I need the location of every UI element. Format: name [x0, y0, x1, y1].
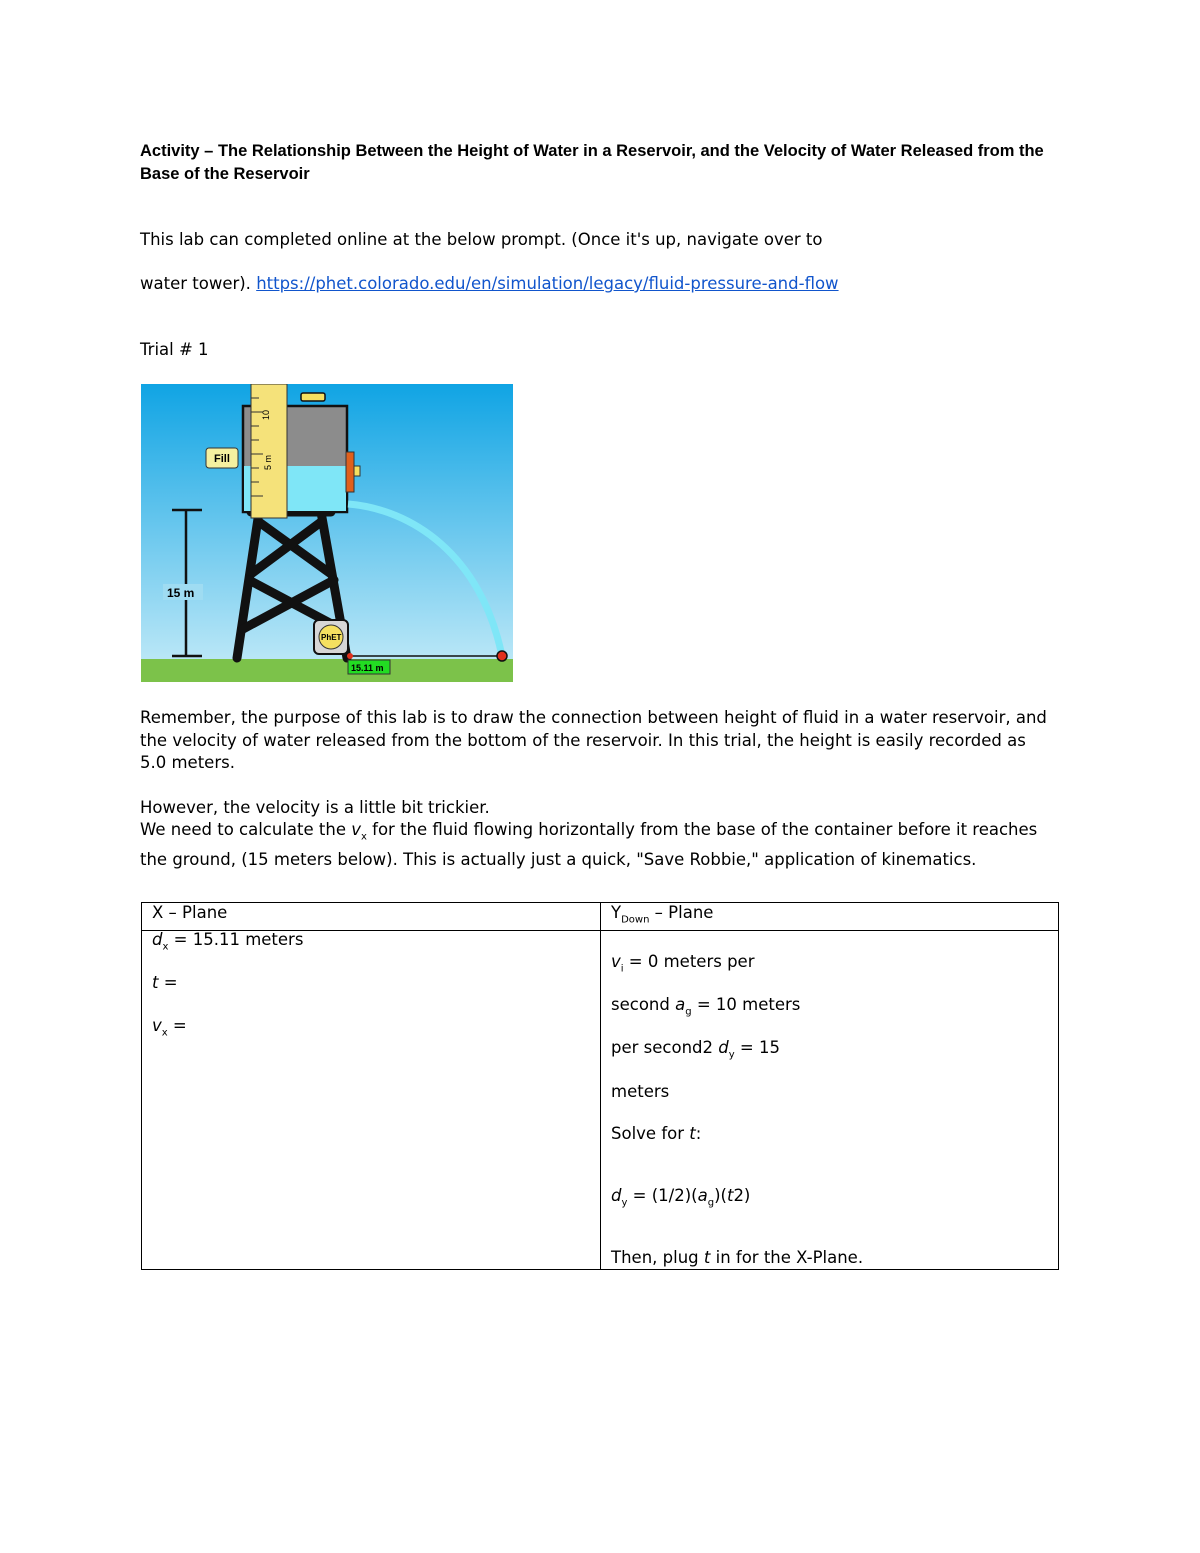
- tape-start-marker[interactable]: [347, 653, 353, 659]
- intro-line-2-text: water tower).: [140, 274, 257, 293]
- meters-line: meters: [611, 1082, 670, 1102]
- solve-line: Solve for t:: [611, 1124, 702, 1144]
- dy-line: per second2 $d_y = 15$: [611, 1038, 780, 1061]
- height-label: 15 m: [167, 586, 195, 600]
- simulation-link[interactable]: https://phet.colorado.edu/en/simulation/legacy/fluid-pressure-and-flow: [256, 274, 839, 293]
- water-tower-figure: [141, 384, 513, 682]
- paragraph-1: Remember, the purpose of this lab is to draw the connection between height of fluid in a water reservoir, and the velocity of water released from the bottom of the reservoir. In this trial, the height is easily recorded as 5.0 meters.: [140, 708, 1047, 772]
- table-header-row: [142, 903, 1059, 931]
- ruler-label-10: 10: [261, 409, 271, 420]
- tank-lid-handle: [301, 393, 325, 401]
- paragraph-2-line-2: We need to calculate the $v_x$ for the fluid flowing horizontally from the base of the container before it reaches the ground, (15 meters below). This is actually just a quick, "Save Robbie," application of kinematics.: [140, 820, 1038, 869]
- fill-button-label: Fill: [214, 453, 230, 465]
- phet-logo: PhET: [321, 633, 342, 642]
- dx-line: $d_x = 15.11$ meters: [152, 930, 304, 953]
- vx-line: $v_x$ =: [152, 1016, 187, 1039]
- header-y-plane: $Y_{Down}$ – Plane: [601, 903, 1059, 931]
- plug-line: Then, plug t in for the X-Plane.: [611, 1248, 864, 1268]
- distance-readout: 15.11 m: [351, 663, 384, 673]
- grass-ground: [141, 659, 513, 682]
- trial-label: Trial # 1: [140, 340, 209, 359]
- y-plane-cell: [601, 931, 1059, 1270]
- kinematics-table: [141, 902, 1059, 1270]
- equation-line: $d_y = (1/2)(a_g)(t2)$: [611, 1186, 751, 1209]
- ag-line: second $a_g = 10$ meters: [611, 995, 801, 1018]
- spout-handle: [354, 466, 360, 476]
- vi-line: $v_i = 0$ meters per: [611, 952, 755, 975]
- intro-line-2: [140, 273, 839, 295]
- header-x-plane: X – Plane: [142, 903, 601, 931]
- intro-line-1: This lab can completed online at the below prompt. (Once it's up, navigate over to: [140, 230, 823, 249]
- table-body-row: [142, 931, 1059, 1270]
- paragraph-2-line-1: However, the velocity is a little bit trickier.: [140, 798, 490, 817]
- ruler-label-5m: 5 m: [263, 454, 273, 470]
- t-line: t =: [152, 973, 178, 993]
- x-plane-cell: [142, 931, 601, 1270]
- page-title: Activity – The Relationship Between the Height of Water in a Reservoir, and the Velocity of Water Released from the Base of the Reservoir: [140, 142, 1044, 183]
- tape-end-marker[interactable]: [497, 651, 507, 661]
- measuring-ruler: [251, 384, 287, 518]
- tank-spout: [346, 452, 354, 492]
